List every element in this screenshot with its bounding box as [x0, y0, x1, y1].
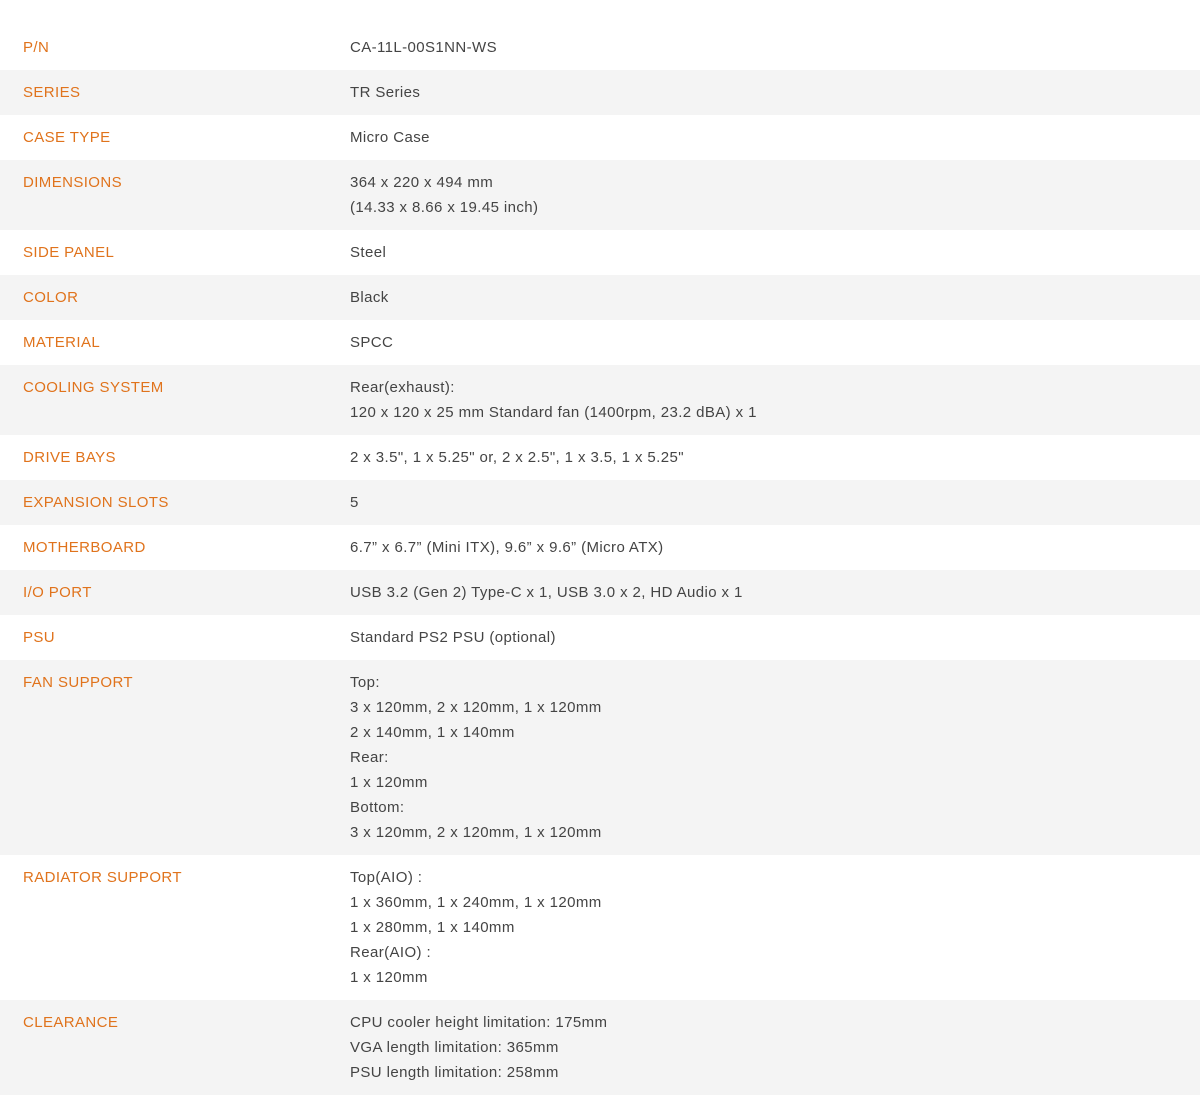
spec-label: MOTHERBOARD	[23, 539, 146, 556]
spec-row	[0, 320, 1200, 365]
spec-value-line: Standard PS2 PSU (optional)	[350, 629, 556, 646]
spec-label: FAN SUPPORT	[23, 674, 133, 691]
spec-value-line: 6.7” x 6.7” (Mini ITX), 9.6” x 9.6” (Micro ATX)	[350, 539, 664, 556]
spec-label: COLOR	[23, 289, 79, 306]
spec-label: RADIATOR SUPPORT	[23, 869, 182, 886]
spec-value	[350, 1010, 1200, 1085]
spec-value	[350, 125, 1200, 150]
spec-value-line: SPCC	[350, 334, 394, 351]
spec-value	[350, 170, 1200, 220]
spec-label: P/N	[23, 39, 50, 56]
spec-value-line: 364 x 220 x 494 mm	[350, 174, 494, 191]
spec-value-line: 1 x 280mm, 1 x 140mm	[350, 919, 515, 936]
spec-row	[0, 115, 1200, 160]
spec-row	[0, 570, 1200, 615]
spec-label: I/O PORT	[23, 584, 92, 601]
spec-row	[0, 1000, 1200, 1095]
spec-value-line: 1 x 120mm	[350, 969, 428, 986]
spec-label: PSU	[23, 629, 56, 646]
spec-value	[350, 865, 1200, 990]
spec-row	[0, 230, 1200, 275]
spec-row	[0, 275, 1200, 320]
spec-value-line: VGA length limitation: 365mm	[350, 1039, 559, 1056]
spec-value-line: (14.33 x 8.66 x 19.45 inch)	[350, 199, 539, 216]
spec-value-line: Bottom:	[350, 799, 405, 816]
spec-value-line: 2 x 140mm, 1 x 140mm	[350, 724, 515, 741]
spec-row	[0, 70, 1200, 115]
spec-value	[350, 445, 1200, 470]
spec-value-line: 1 x 360mm, 1 x 240mm, 1 x 120mm	[350, 894, 602, 911]
spec-value-line: Black	[350, 289, 389, 306]
spec-label: COOLING SYSTEM	[23, 379, 164, 396]
spec-row	[0, 365, 1200, 435]
spec-value-line: PSU length limitation: 258mm	[350, 1064, 559, 1081]
spec-row	[0, 525, 1200, 570]
spec-row	[0, 480, 1200, 525]
spec-value	[350, 375, 1200, 425]
spec-row	[0, 855, 1200, 1000]
spec-value	[350, 240, 1200, 265]
spec-value-line: Rear:	[350, 749, 389, 766]
spec-value-line: Rear(AIO) :	[350, 944, 432, 961]
spec-value	[350, 535, 1200, 560]
spec-label: SERIES	[23, 84, 81, 101]
spec-row	[0, 160, 1200, 230]
spec-label: MATERIAL	[23, 334, 101, 351]
spec-value	[350, 285, 1200, 310]
spec-label: EXPANSION SLOTS	[23, 494, 169, 511]
spec-row	[0, 435, 1200, 480]
spec-value-line: CA-11L-00S1NN-WS	[350, 39, 497, 56]
spec-value-line: 1 x 120mm	[350, 774, 428, 791]
spec-value-line: Rear(exhaust):	[350, 379, 455, 396]
spec-label: CASE TYPE	[23, 129, 111, 146]
spec-value-line: 2 x 3.5", 1 x 5.25" or, 2 x 2.5", 1 x 3.5, 1 x 5.25"	[350, 449, 684, 466]
spec-value-line: Micro Case	[350, 129, 430, 146]
spec-value-line: 3 x 120mm, 2 x 120mm, 1 x 120mm	[350, 824, 602, 841]
spec-value	[350, 35, 1200, 60]
spec-value-line: USB 3.2 (Gen 2) Type-C x 1, USB 3.0 x 2, HD Audio x 1	[350, 584, 743, 601]
spec-row	[0, 25, 1200, 70]
spec-value-line: 3 x 120mm, 2 x 120mm, 1 x 120mm	[350, 699, 602, 716]
spec-value-line: Steel	[350, 244, 387, 261]
spec-value-line: TR Series	[350, 84, 421, 101]
spec-row	[0, 660, 1200, 855]
spec-value	[350, 580, 1200, 605]
spec-label: DRIVE BAYS	[23, 449, 116, 466]
spec-row	[0, 615, 1200, 660]
spec-value	[350, 490, 1200, 515]
spec-value-line: 5	[350, 494, 359, 511]
spec-label: CLEARANCE	[23, 1014, 119, 1031]
spec-value-line: 120 x 120 x 25 mm Standard fan (1400rpm, 23.2 dBA) x 1	[350, 404, 757, 421]
spec-value	[350, 670, 1200, 845]
spec-value	[350, 330, 1200, 355]
spec-value-line: Top(AIO) :	[350, 869, 423, 886]
spec-label: SIDE PANEL	[23, 244, 115, 261]
spec-value-line: CPU cooler height limitation: 175mm	[350, 1014, 608, 1031]
spec-value-line: Top:	[350, 674, 380, 691]
spec-label: DIMENSIONS	[23, 174, 123, 191]
spec-value	[350, 80, 1200, 105]
spec-value	[350, 625, 1200, 650]
